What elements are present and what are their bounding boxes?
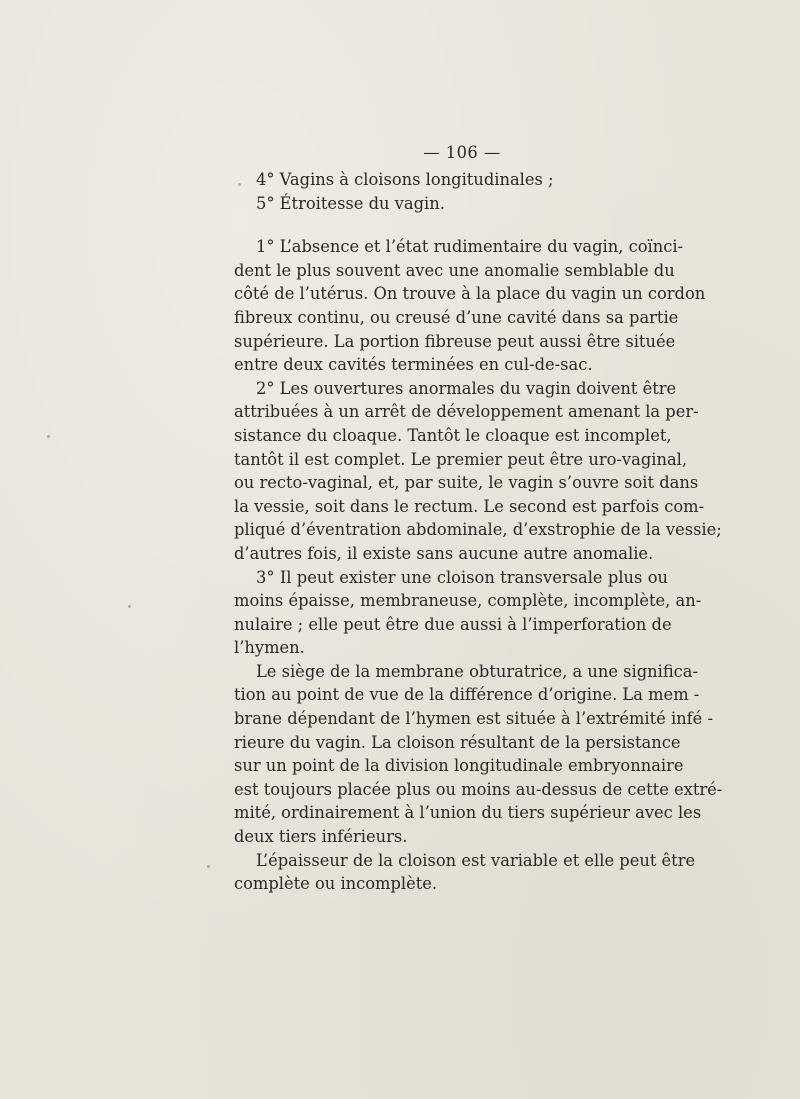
text-line: supérieure. La portion fibreuse peut aussi être située	[234, 331, 676, 351]
text-line: brane dépendant de l’hymen est située à l’extrémité infé -	[234, 709, 713, 729]
text-line: sur un point de la division longitudinale embryonnaire	[234, 756, 684, 776]
text-line: 2° Les ouvertures anormales du vagin doivent être	[256, 378, 677, 398]
text-line: ou recto-vaginal, et, par suite, le vagin s’ouvre soit dans	[234, 473, 699, 493]
paragraph-2	[234, 377, 722, 566]
paragraph-3	[234, 566, 702, 660]
page-text	[234, 138, 723, 896]
text-line: L’épaisseur de la cloison est variable et elle peut être	[256, 850, 696, 870]
paper-speck	[128, 605, 131, 608]
text-line: mité, ordinairement à l’union du tiers supérieur avec les	[234, 803, 702, 823]
text-line: nulaire ; elle peut être due aussi à l’imperforation de	[234, 614, 672, 634]
text-line: moins épaisse, membraneuse, complète, incomplète, an-	[234, 591, 702, 611]
text-line: dent le plus souvent avec une anomalie semblable du	[234, 260, 675, 280]
text-line: est toujours placée plus ou moins au-dessus de cette extré-	[234, 779, 723, 799]
paragraph-4	[234, 660, 723, 849]
text-line: pliqué d’éventration abdominale, d’exstrophie de la vessie;	[234, 520, 722, 540]
text-line: d’autres fois, il existe sans aucune autre anomalie.	[234, 543, 654, 563]
text-line: l’hymen.	[234, 638, 305, 658]
text-line: sistance du cloaque. Tantôt le cloaque est incomplet,	[234, 425, 672, 445]
text-line: 1° L’absence et l’état rudimentaire du vagin, coïnci-	[256, 237, 684, 257]
text-line: tantôt il est complet. Le premier peut être uro-vaginal,	[234, 449, 688, 469]
paragraph-5	[234, 849, 696, 896]
text-line: 3° Il peut exister une cloison transversale plus ou	[256, 567, 668, 587]
text-line: fibreux continu, ou creusé d’une cavité dans sa partie	[234, 307, 679, 327]
paragraph-1	[234, 235, 706, 377]
text-line: complète ou incomplète.	[234, 874, 438, 894]
paper-speck	[207, 865, 210, 868]
text-line: entre deux cavités terminées en cul-de-sac.	[234, 355, 593, 375]
text-line: deux tiers inférieurs.	[234, 827, 408, 847]
text-line: Le siège de la membrane obturatrice, a une significa-	[256, 661, 699, 681]
list-item: 4° Vagins à cloisons longitudinales ;	[256, 170, 554, 189]
list-item: 5° Étroitesse du vagin.	[256, 193, 445, 213]
paper-speck	[47, 435, 50, 438]
text-line: la vessie, soit dans le rectum. Le second est parfois com-	[234, 496, 705, 516]
text-line: rieure du vagin. La cloison résultant de la persistance	[234, 732, 681, 752]
text-line: attribuées à un arrêt de développement amenant la per-	[234, 402, 699, 422]
page-number: — 106 —	[423, 143, 501, 162]
text-line: tion au point de vue de la différence d’origine. La mem -	[234, 685, 700, 705]
text-line: côté de l’utérus. On trouve à la place du vagin un cordon	[234, 284, 706, 304]
